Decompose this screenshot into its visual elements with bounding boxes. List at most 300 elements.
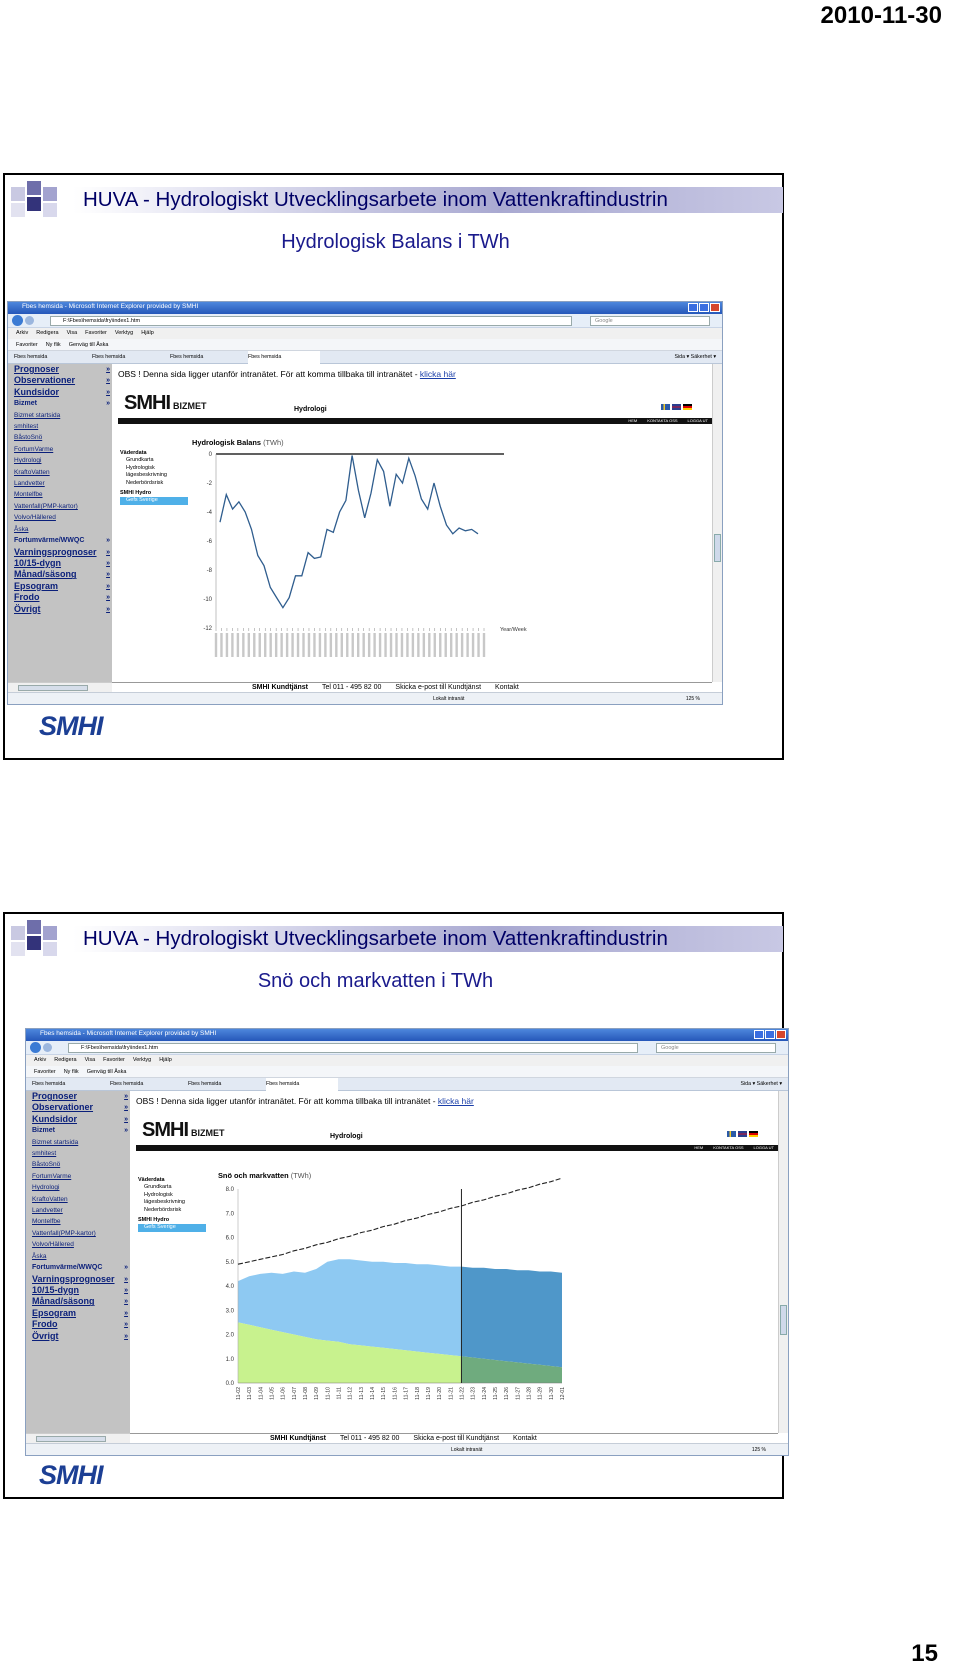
language-flags bbox=[661, 404, 692, 410]
chart-unit: (TWh) bbox=[290, 1171, 312, 1180]
sidebar-item[interactable] bbox=[8, 410, 112, 421]
swedish-flag-icon[interactable] bbox=[661, 404, 670, 410]
sidebar-item-label: Åska bbox=[14, 525, 29, 533]
expand-arrow-icon: » bbox=[124, 1309, 128, 1317]
x-tick-label: 11-27 bbox=[515, 1387, 522, 1400]
page-number: 15 bbox=[911, 1640, 938, 1667]
sidebar-item[interactable] bbox=[8, 524, 112, 535]
x-tick-label bbox=[324, 633, 326, 657]
x-tick-label bbox=[439, 633, 441, 657]
slide-banner-title: HUVA - Hydrologiskt Utvecklingsarbete inom Vattenkraftindustrin bbox=[83, 188, 668, 211]
sidebar-item-label: KraftoVatten bbox=[32, 1195, 68, 1203]
expand-arrow-icon: » bbox=[124, 1115, 128, 1123]
site-footer bbox=[112, 682, 712, 692]
favorites-item[interactable]: Genväg till Åska bbox=[86, 1069, 127, 1075]
x-tick-label: 11-12 bbox=[347, 1387, 354, 1400]
sidebar-item-label: Bizmet bbox=[14, 400, 37, 408]
slide-subtitle: Hydrologisk Balans i TWh bbox=[281, 231, 510, 253]
x-tick-label: 11-08 bbox=[303, 1387, 309, 1400]
horizontal-scrollbar[interactable] bbox=[8, 682, 112, 692]
site-topnav bbox=[136, 1145, 778, 1151]
y-tick-label: 2.0 bbox=[225, 1332, 234, 1339]
vaderdata-menu bbox=[120, 450, 188, 505]
x-tick-label bbox=[237, 633, 239, 657]
nav-contact[interactable]: KONTAKTA OSS bbox=[713, 1145, 744, 1150]
sidebar-item[interactable] bbox=[8, 364, 112, 375]
sidebar-item-label: Fortumvärme/WWQC bbox=[32, 1264, 103, 1272]
zoom-level[interactable]: 125 % bbox=[751, 1447, 766, 1453]
sidebar-item[interactable] bbox=[26, 1091, 130, 1102]
chart-title-text: Hydrologisk Balans bbox=[192, 438, 261, 447]
x-tick-label: 11-30 bbox=[548, 1387, 555, 1400]
x-tick-label bbox=[357, 633, 359, 657]
minimize-icon[interactable] bbox=[688, 303, 698, 312]
sidebar-item-label: Prognoser bbox=[14, 364, 60, 374]
brand-text: SMHI bbox=[124, 392, 170, 414]
scrollbar-thumb[interactable] bbox=[36, 1436, 106, 1442]
x-tick-label bbox=[406, 633, 408, 657]
sidebar-item[interactable] bbox=[8, 478, 112, 489]
x-tick-label: 11-14 bbox=[370, 1387, 377, 1400]
sidebar-item-label: Kundsidor bbox=[32, 1113, 77, 1124]
hydro-selected-item[interactable]: Gefs Sverige bbox=[138, 1224, 206, 1231]
menu-item[interactable]: Arkiv bbox=[16, 330, 29, 336]
page-content bbox=[130, 1091, 778, 1433]
x-tick-label bbox=[412, 633, 414, 657]
sidebar-item[interactable] bbox=[8, 489, 112, 500]
sidebar-item[interactable] bbox=[8, 604, 112, 615]
sidebar-item-label: Kundsidor bbox=[14, 386, 59, 397]
y-tick-label: 5.0 bbox=[225, 1259, 234, 1266]
sidebar-item-label: Bizmet startsida bbox=[32, 1138, 79, 1146]
vaderdata-item[interactable]: lägesbeskrivning bbox=[144, 1199, 185, 1206]
maximize-icon[interactable] bbox=[765, 1030, 775, 1039]
browser-tab[interactable]: Fbes hemsida bbox=[110, 1081, 144, 1087]
sidebar-item[interactable] bbox=[8, 455, 112, 466]
menu-item[interactable]: Hjälp bbox=[141, 330, 154, 336]
expand-arrow-icon: » bbox=[124, 1093, 128, 1100]
x-tick-label bbox=[319, 633, 321, 657]
sidebar-item[interactable] bbox=[26, 1114, 130, 1125]
menu-item[interactable]: Visa bbox=[66, 330, 78, 336]
x-tick-label: 11-23 bbox=[470, 1387, 477, 1400]
x-tick-label: 11-29 bbox=[537, 1387, 544, 1400]
favorites-button[interactable]: Favoriter bbox=[16, 342, 38, 348]
address-bar bbox=[8, 314, 722, 328]
sidebar-item-label: Volvo/Hällered bbox=[14, 514, 56, 522]
scrollbar-thumb[interactable] bbox=[18, 685, 88, 691]
sidebar-item-label: Vattenfall(PMP-kartor) bbox=[32, 1229, 96, 1237]
sidebar-item[interactable] bbox=[8, 375, 112, 386]
expand-arrow-icon: » bbox=[106, 559, 110, 567]
status-bar bbox=[26, 1443, 788, 1455]
menu-bar bbox=[8, 328, 722, 339]
vertical-scrollbar[interactable] bbox=[778, 1091, 788, 1433]
sidebar bbox=[26, 1091, 130, 1433]
minimize-icon[interactable] bbox=[754, 1030, 764, 1039]
vaderdata-heading: Väderdata bbox=[138, 1177, 165, 1183]
sidebar-item[interactable] bbox=[8, 558, 112, 569]
sidebar-item-label: Vattenfall(PMP-kartor) bbox=[14, 502, 78, 510]
scrollbar-thumb[interactable] bbox=[714, 534, 721, 562]
expand-arrow-icon: » bbox=[124, 1275, 128, 1283]
notice-link[interactable]: klicka här bbox=[419, 369, 456, 379]
uk-flag-icon[interactable] bbox=[672, 404, 681, 410]
x-tick-label bbox=[379, 633, 381, 657]
x-tick-label: 11-03 bbox=[247, 1387, 254, 1400]
browser-screenshot bbox=[25, 1028, 789, 1456]
expand-arrow-icon: » bbox=[124, 1264, 128, 1272]
browser-tab[interactable]: Fbes hemsida bbox=[14, 354, 48, 360]
sidebar-item[interactable] bbox=[26, 1182, 130, 1193]
y-tick-label: -8 bbox=[206, 568, 212, 574]
sidebar-item-label: Volvo/Hällered bbox=[32, 1241, 74, 1249]
address-field[interactable]: F:\Fbes\hemsida\fry\index1.htm bbox=[50, 316, 572, 326]
expand-arrow-icon: » bbox=[106, 388, 110, 396]
footer-kundtjanst: SMHI Kundtjänst bbox=[252, 684, 308, 691]
hydro-selected-item[interactable]: Gefs Sverige bbox=[120, 497, 188, 504]
sidebar-item-label: Övrigt bbox=[14, 603, 41, 614]
close-icon[interactable] bbox=[710, 303, 720, 312]
back-icon[interactable] bbox=[12, 315, 23, 326]
horizontal-scrollbar[interactable] bbox=[26, 1433, 130, 1443]
chart-title bbox=[218, 1171, 311, 1180]
x-tick-label: 11-22 bbox=[459, 1387, 466, 1400]
section-title: Hydrologi bbox=[294, 406, 327, 413]
sidebar-item[interactable] bbox=[8, 444, 112, 455]
y-tick-label: -6 bbox=[206, 539, 212, 545]
favorites-bar bbox=[26, 1066, 788, 1078]
intranet-notice bbox=[118, 369, 456, 379]
browser-tab[interactable]: Fbes hemsida bbox=[188, 1081, 222, 1087]
x-tick-label bbox=[423, 633, 425, 657]
search-input[interactable]: Google bbox=[590, 316, 710, 326]
sidebar-item[interactable] bbox=[26, 1308, 130, 1319]
expand-arrow-icon: » bbox=[106, 605, 110, 613]
sidebar-item-label: smhitest bbox=[14, 423, 39, 431]
slide-hydrologisk-balans bbox=[3, 173, 784, 760]
sidebar-item-label: 10/15-dygn bbox=[32, 1284, 80, 1295]
browser-tab-active[interactable]: Fbes hemsida bbox=[248, 351, 320, 364]
language-flags bbox=[727, 1131, 758, 1137]
y-tick-label: 0.0 bbox=[225, 1381, 234, 1387]
x-tick-label bbox=[215, 633, 217, 657]
sidebar-item[interactable] bbox=[26, 1137, 130, 1148]
x-tick-label bbox=[483, 633, 485, 657]
menu-item[interactable]: Redigera bbox=[36, 330, 59, 336]
sidebar-item[interactable] bbox=[26, 1205, 130, 1216]
notice-text: OBS ! Denna sida ligger utanför intranätet. För att komma tillbaka till intranätet - bbox=[118, 369, 420, 379]
maximize-icon[interactable] bbox=[699, 303, 709, 312]
hydrologisk-balans-chart bbox=[186, 448, 527, 668]
x-tick-label bbox=[291, 633, 293, 657]
menu-item[interactable]: Hjälp bbox=[159, 1057, 172, 1063]
sidebar-item[interactable] bbox=[8, 467, 112, 478]
menu-item[interactable]: Redigera bbox=[54, 1057, 77, 1063]
window-titlebar bbox=[8, 302, 722, 314]
german-flag-icon[interactable] bbox=[683, 404, 692, 410]
menu-item[interactable]: Verktyg bbox=[132, 1057, 152, 1063]
sidebar-item[interactable] bbox=[26, 1274, 130, 1285]
vaderdata-item[interactable]: Hydrologisk bbox=[144, 1191, 173, 1198]
expand-arrow-icon: » bbox=[106, 594, 110, 602]
slide-sno-markvatten bbox=[3, 912, 784, 1499]
footer-contact-link[interactable]: Kontakt bbox=[495, 684, 519, 691]
sidebar-item[interactable] bbox=[26, 1148, 130, 1159]
x-tick-label: 11-20 bbox=[437, 1387, 444, 1400]
status-zone: Lokalt intranät bbox=[451, 1447, 483, 1453]
sidebar-item[interactable] bbox=[26, 1216, 130, 1227]
sidebar-item-label: Fortumvärme/WWQC bbox=[14, 537, 85, 545]
menu-item[interactable]: Favoriter bbox=[85, 330, 107, 336]
x-tick-label bbox=[352, 633, 354, 657]
vaderdata-menu bbox=[138, 1177, 206, 1232]
window-title: Fbes hemsida - Microsoft Internet Explorer provided by SMHI bbox=[40, 1030, 217, 1037]
x-tick-label: 11-18 bbox=[414, 1387, 421, 1400]
x-tick-label bbox=[259, 633, 261, 657]
sidebar-item-label: Månad/säsong bbox=[14, 569, 77, 580]
balance-line bbox=[220, 456, 478, 608]
sidebar-item-label: Hydrologi bbox=[14, 457, 42, 465]
notice-link[interactable]: klicka här bbox=[437, 1096, 474, 1106]
nav-logout[interactable]: LOGGA UT bbox=[687, 418, 708, 423]
browser-tab[interactable]: Fbes hemsida bbox=[32, 1081, 66, 1087]
favorites-item[interactable]: Genväg till Åska bbox=[68, 342, 109, 348]
sidebar-item[interactable] bbox=[26, 1159, 130, 1170]
sidebar-item[interactable] bbox=[26, 1125, 130, 1136]
sidebar-item[interactable] bbox=[8, 501, 112, 512]
x-tick-label: 11-15 bbox=[381, 1387, 388, 1400]
german-flag-icon[interactable] bbox=[749, 1131, 758, 1137]
y-tick-label: 0 bbox=[208, 452, 212, 458]
notice-text: OBS ! Denna sida ligger utanför intranätet. För att komma tillbaka till intranätet - bbox=[136, 1096, 438, 1106]
menu-item[interactable]: Favoriter bbox=[103, 1057, 125, 1063]
x-tick-label: 11-19 bbox=[425, 1387, 432, 1400]
x-tick-label bbox=[390, 633, 392, 657]
x-tick-label: 11-10 bbox=[325, 1387, 332, 1400]
x-tick-label bbox=[302, 633, 304, 657]
x-tick-label bbox=[434, 633, 436, 657]
sidebar-item-label: Prognoser bbox=[32, 1091, 78, 1101]
x-tick-label bbox=[248, 633, 250, 657]
y-tick-label: 3.0 bbox=[225, 1308, 234, 1315]
x-tick-label bbox=[264, 633, 266, 657]
close-icon[interactable] bbox=[776, 1030, 786, 1039]
x-tick-label bbox=[226, 633, 228, 657]
x-tick-label bbox=[269, 633, 271, 657]
x-tick-label: 11-17 bbox=[403, 1387, 410, 1400]
nav-contact[interactable]: KONTAKTA OSS bbox=[647, 418, 678, 423]
footer-tel: Tel 011 - 495 82 00 bbox=[340, 1435, 400, 1442]
x-tick-label: 11-04 bbox=[258, 1387, 265, 1400]
address-bar bbox=[26, 1041, 788, 1055]
favorites-item[interactable]: Ny flik bbox=[63, 1069, 79, 1075]
favorites-item[interactable]: Ny flik bbox=[45, 342, 61, 348]
uk-flag-icon[interactable] bbox=[738, 1131, 747, 1137]
forward-icon[interactable] bbox=[25, 316, 34, 325]
x-tick-label bbox=[231, 633, 233, 657]
sidebar-item-label: Epsogram bbox=[32, 1307, 77, 1318]
browser-tab-active[interactable]: Fbes hemsida bbox=[266, 1078, 338, 1091]
sidebar-item-label: Observationer bbox=[14, 375, 76, 386]
x-tick-label bbox=[477, 633, 479, 657]
brand-subtext: BIZMET bbox=[191, 1128, 225, 1138]
tab-bar bbox=[26, 1078, 788, 1091]
chart-title bbox=[192, 438, 284, 447]
sidebar-item[interactable] bbox=[8, 547, 112, 558]
x-tick-label bbox=[417, 633, 419, 657]
sidebar-item[interactable] bbox=[26, 1239, 130, 1250]
vaderdata-item[interactable]: Nederbördsrisk bbox=[126, 479, 164, 486]
y-tick-label: 4.0 bbox=[225, 1284, 234, 1290]
slide-decoration bbox=[11, 920, 75, 966]
sidebar-item[interactable] bbox=[8, 387, 112, 398]
x-tick-label bbox=[275, 633, 277, 657]
vaderdata-item[interactable]: Grundkarta bbox=[144, 1184, 172, 1191]
favorites-button[interactable]: Favoriter bbox=[34, 1069, 56, 1075]
expand-arrow-icon: » bbox=[106, 571, 110, 579]
footer-mail-link[interactable]: Skicka e-post till Kundtjänst bbox=[395, 684, 482, 691]
x-tick-label bbox=[445, 633, 447, 657]
sidebar-item[interactable] bbox=[26, 1228, 130, 1239]
expand-arrow-icon: » bbox=[106, 537, 110, 545]
x-tick-label: 11-11 bbox=[336, 1387, 343, 1400]
hydro-heading: SMHI Hydro bbox=[120, 490, 152, 497]
intranet-notice bbox=[136, 1096, 474, 1106]
footer-mail-link[interactable]: Skicka e-post till Kundtjänst bbox=[413, 1435, 500, 1442]
sidebar-item[interactable] bbox=[8, 432, 112, 443]
y-tick-label: -10 bbox=[203, 597, 212, 603]
sidebar-item[interactable] bbox=[26, 1194, 130, 1205]
expand-arrow-icon: » bbox=[124, 1104, 128, 1112]
swedish-flag-icon[interactable] bbox=[727, 1131, 736, 1137]
back-icon[interactable] bbox=[30, 1042, 41, 1053]
nav-home[interactable]: HEM bbox=[694, 1145, 704, 1150]
sidebar-item[interactable] bbox=[26, 1285, 130, 1296]
nav-logout[interactable]: LOGGA UT bbox=[753, 1145, 774, 1150]
vertical-scrollbar[interactable] bbox=[712, 364, 722, 682]
favorites-bar bbox=[8, 339, 722, 351]
menu-item[interactable]: Arkiv bbox=[34, 1057, 47, 1063]
expand-arrow-icon: » bbox=[106, 582, 110, 590]
expand-arrow-icon: » bbox=[106, 377, 110, 385]
sidebar-item-label: BåstoSnö bbox=[14, 434, 43, 442]
sidebar-item-label: Montelfbe bbox=[14, 491, 43, 499]
x-tick-label bbox=[330, 633, 332, 657]
sidebar-item-label: Frodo bbox=[32, 1319, 58, 1330]
brand-text: SMHI bbox=[142, 1119, 188, 1141]
x-tick-label bbox=[297, 633, 299, 657]
sidebar-item-label: KraftoVatten bbox=[14, 468, 50, 476]
x-tick-label bbox=[428, 633, 430, 657]
site-footer bbox=[130, 1433, 778, 1443]
scrollbar-thumb[interactable] bbox=[780, 1305, 787, 1335]
expand-arrow-icon: » bbox=[124, 1321, 128, 1329]
sidebar-item[interactable] bbox=[8, 592, 112, 603]
sidebar-item-label: Varningsprognoser bbox=[32, 1273, 115, 1284]
vaderdata-item[interactable]: lägesbeskrivning bbox=[126, 472, 167, 479]
menu-bar bbox=[26, 1055, 788, 1066]
expand-arrow-icon: » bbox=[106, 400, 110, 408]
sidebar-item-label: FortumVarme bbox=[32, 1172, 72, 1180]
sidebar-item[interactable] bbox=[8, 421, 112, 432]
zoom-level[interactable]: 125 % bbox=[685, 696, 700, 702]
footer-kundtjanst: SMHI Kundtjänst bbox=[270, 1435, 326, 1442]
sidebar-item[interactable] bbox=[26, 1251, 130, 1262]
x-tick-label bbox=[220, 633, 222, 657]
sidebar-item[interactable] bbox=[8, 581, 112, 592]
expand-arrow-icon: » bbox=[124, 1332, 128, 1340]
forward-icon[interactable] bbox=[43, 1043, 52, 1052]
sidebar-item-label: 10/15-dygn bbox=[14, 557, 62, 568]
sidebar-item[interactable] bbox=[8, 512, 112, 523]
x-tick-label bbox=[362, 633, 364, 657]
browser-tab[interactable]: Fbes hemsida bbox=[92, 354, 126, 360]
page-tools[interactable]: Sida ▾ Säkerhet ▾ bbox=[674, 354, 716, 360]
chart-title-text: Snö och markvatten bbox=[218, 1171, 289, 1180]
sidebar-item[interactable] bbox=[26, 1262, 130, 1273]
page-tools[interactable]: Sida ▾ Säkerhet ▾ bbox=[740, 1081, 782, 1087]
menu-item[interactable]: Visa bbox=[84, 1057, 96, 1063]
nav-home[interactable]: HEM bbox=[628, 418, 638, 423]
sidebar-item-label: BåstoSnö bbox=[32, 1161, 61, 1169]
slide-banner-title: HUVA - Hydrologiskt Utvecklingsarbete inom Vattenkraftindustrin bbox=[83, 927, 668, 950]
vaderdata-item[interactable]: Hydrologisk bbox=[126, 464, 155, 471]
sidebar-item[interactable] bbox=[26, 1102, 130, 1113]
browser-tab[interactable]: Fbes hemsida bbox=[170, 354, 204, 360]
sidebar-item-label: Frodo bbox=[14, 592, 40, 603]
sno-markvatten-chart bbox=[212, 1181, 572, 1423]
vaderdata-item[interactable]: Nederbördsrisk bbox=[144, 1206, 182, 1213]
x-tick-label bbox=[466, 633, 468, 657]
window-title: Fbes hemsida - Microsoft Internet Explorer provided by SMHI bbox=[22, 303, 199, 310]
sidebar-item[interactable] bbox=[8, 398, 112, 409]
sidebar-item[interactable] bbox=[8, 569, 112, 580]
x-tick-label bbox=[253, 633, 255, 657]
search-input[interactable]: Google bbox=[656, 1043, 776, 1053]
sidebar-item[interactable] bbox=[26, 1319, 130, 1330]
x-tick-label: 11-26 bbox=[504, 1387, 511, 1400]
menu-item[interactable]: Verktyg bbox=[114, 330, 134, 336]
sidebar-item[interactable] bbox=[26, 1296, 130, 1307]
smhi-logo: SMHI bbox=[39, 711, 103, 741]
address-field[interactable]: F:\Fbes\hemsida\fry\index1.htm bbox=[68, 1043, 638, 1053]
x-tick-label bbox=[368, 633, 370, 657]
y-tick-label: 6.0 bbox=[225, 1235, 234, 1242]
x-tick-label bbox=[242, 633, 244, 657]
brand-subtext: BIZMET bbox=[173, 401, 207, 411]
x-tick-label: 11-09 bbox=[314, 1387, 321, 1400]
x-tick-label bbox=[401, 633, 403, 657]
sidebar-item[interactable] bbox=[26, 1331, 130, 1342]
hydro-heading: SMHI Hydro bbox=[138, 1217, 170, 1224]
footer-contact-link[interactable]: Kontakt bbox=[513, 1435, 537, 1442]
y-tick-label: -4 bbox=[206, 510, 212, 516]
x-tick-label: 11-07 bbox=[291, 1387, 298, 1400]
slide-subtitle: Snö och markvatten i TWh bbox=[257, 970, 494, 992]
vaderdata-item[interactable]: Grundkarta bbox=[126, 457, 154, 464]
y-tick-label: 7.0 bbox=[225, 1211, 234, 1218]
smhi-logo: SMHI bbox=[39, 1460, 103, 1490]
smhi-bizmet-logo bbox=[124, 392, 207, 415]
x-tick-label bbox=[341, 633, 343, 657]
expand-arrow-icon: » bbox=[106, 366, 110, 373]
smhi-bizmet-logo bbox=[142, 1119, 225, 1142]
sidebar-item[interactable] bbox=[8, 535, 112, 546]
sidebar-item-label: Montelfbe bbox=[32, 1218, 61, 1226]
expand-arrow-icon: » bbox=[124, 1298, 128, 1306]
sidebar-item[interactable] bbox=[26, 1171, 130, 1182]
